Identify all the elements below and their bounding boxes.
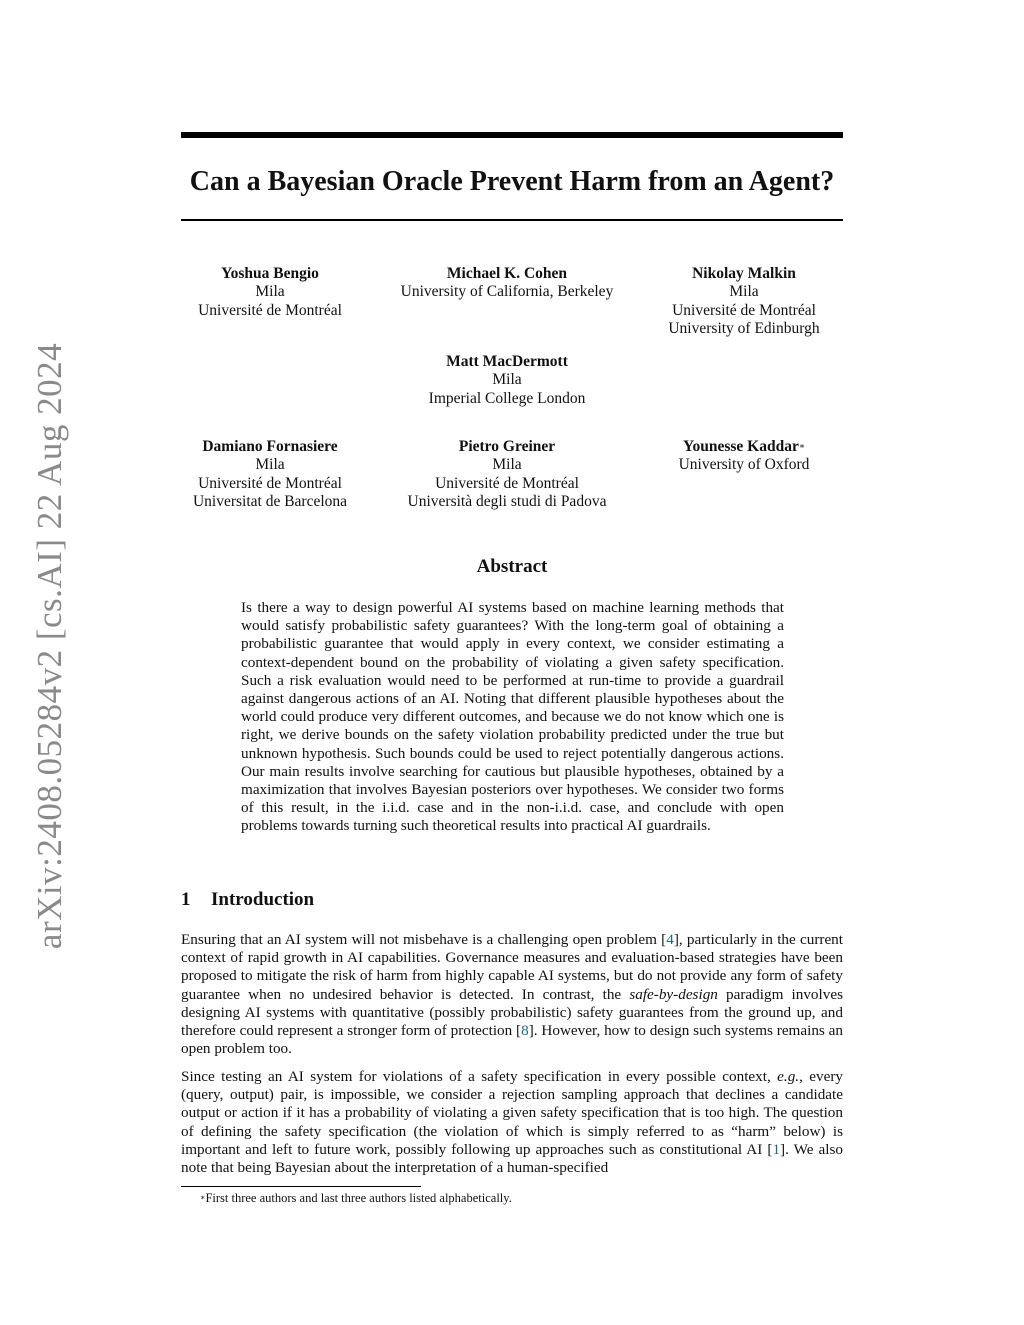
author-name-text: Younesse Kaddar	[683, 438, 799, 455]
author-block	[401, 265, 614, 302]
text-run: Ensuring that an AI system will not misbehave is a challenging open problem [	[181, 931, 667, 948]
paragraph	[181, 931, 843, 1058]
author-affiliation: Mila	[492, 456, 522, 474]
author-affiliation: Université de Montréal	[435, 474, 579, 492]
footnote-text: First three authors and last three authors listed alphabetically.	[205, 1191, 512, 1205]
author-affiliation: Mila	[255, 283, 285, 301]
author-name: Michael K. Cohen	[446, 265, 568, 282]
author-name: Matt MacDermott	[446, 353, 568, 370]
title-rule-bottom	[181, 219, 843, 221]
paragraph	[181, 1068, 843, 1177]
citation-link[interactable]: 4	[666, 931, 674, 948]
abstract-heading: Abstract	[476, 556, 548, 577]
section-number: 1	[181, 889, 191, 910]
author-affiliation: Université de Montréal	[672, 301, 816, 319]
section-heading	[181, 888, 314, 912]
author-name: Damiano Fornasiere	[202, 438, 338, 455]
author-block	[193, 438, 347, 511]
section-title: Introduction	[211, 889, 315, 910]
text-run: ], particularly in the current context of rapid growth in AI capabilities. Governance measures and evaluation-based strategies have been proposed to mitigate the risk of harm from highly capable AI systems, but do not provide any form of safety guarantee when no undesired behavior is detected. In contrast, the	[181, 931, 843, 1003]
abstract-text: Is there a way to design powerful AI systems based on machine learning methods that would satisfy probabilistic safety guarantees? With the long-term goal of obtaining a probabilistic guarantee that would apply in every context, we consider estimating a context-dependent bound on the probability of violating a given safety specification. Such a risk evaluation would need to be performed at run-time to provide a guardrail against dangerous actions of an AI. Noting that different plausible hypotheses about the world could produce very different outcomes, and because we do not know which one is right, we derive bounds on the safety violation probability predicted under the true but unknown hypothesis. Such bounds could be used to reject potentially dangerous actions. Our main results involve searching for cautious but plausible hypotheses, obtained by a maximization that involves Bayesian posteriors over hypotheses. We consider two forms of this result, in the i.i.d. case and in the non-i.i.d. case, and conclude with open problems towards turning such theoretical results into practical AI guardrails.	[241, 599, 784, 835]
author-affiliation: University of Oxford	[678, 456, 810, 474]
text-run: paradigm involves designing AI systems with quantitative (possibly probabilistic) safety guarantees from the ground up, and therefore could represent a stronger form of protection [	[181, 985, 843, 1040]
author-name	[679, 438, 810, 456]
author-block	[679, 438, 810, 475]
footnote-marker: ∗	[798, 441, 805, 451]
author-affiliation: Mila	[255, 456, 285, 474]
footnote-rule	[181, 1186, 421, 1187]
footnote	[200, 1190, 512, 1206]
author-affiliation: Università degli studi di Padova	[407, 492, 607, 510]
author-name: Pietro Greiner	[458, 438, 556, 455]
title-rule-top	[181, 132, 843, 138]
author-affiliation: Université de Montréal	[198, 474, 342, 492]
footnote-marker: ∗	[200, 1193, 206, 1202]
author-block	[408, 438, 607, 511]
author-affiliation: Mila	[729, 283, 759, 301]
author-affiliation: University of Edinburgh	[668, 319, 820, 337]
author-affiliation: Université de Montréal	[198, 301, 342, 319]
text-run: Since testing an AI system for violations of a safety specification in every possible context,	[181, 1068, 778, 1085]
author-name: Yoshua Bengio	[221, 265, 319, 282]
author-block	[429, 353, 586, 408]
citation-link[interactable]: 8	[521, 1022, 529, 1040]
author-affiliation: University of California, Berkeley	[400, 283, 614, 301]
author-block	[198, 265, 342, 320]
text-run: ]. We also note that being Bayesian about the interpretation of a human-specified	[181, 1140, 844, 1177]
text-run: , every (query, output) pair, is impossible, we consider a rejection sampling approach that declines a candidate output or action if it has a probability of violating a given safety specification that is too high. The question of defining the safety specification (the violation of which is simply referred to as “harm” below) is important and left to future work, possibly following up approaches such as constitutional AI [	[181, 1068, 843, 1158]
citation-link[interactable]: 1	[772, 1140, 781, 1158]
arxiv-identifier: arXiv:2408.05284v2 [cs.AI] 22 Aug 2024	[30, 342, 69, 950]
author-affiliation: Universitat de Barcelona	[192, 492, 348, 510]
emphasis: e.g.	[777, 1068, 800, 1085]
author-block	[668, 265, 819, 338]
text-run: ]. However, how to design such systems remains an open problem too.	[181, 1022, 843, 1058]
author-affiliation: Imperial College London	[428, 389, 586, 407]
author-name: Nikolay Malkin	[692, 265, 796, 282]
author-affiliation: Mila	[492, 371, 522, 389]
paper-title: Can a Bayesian Oracle Prevent Harm from an Agent?	[189, 166, 835, 197]
emphasis: safe-by-design	[629, 985, 718, 1003]
